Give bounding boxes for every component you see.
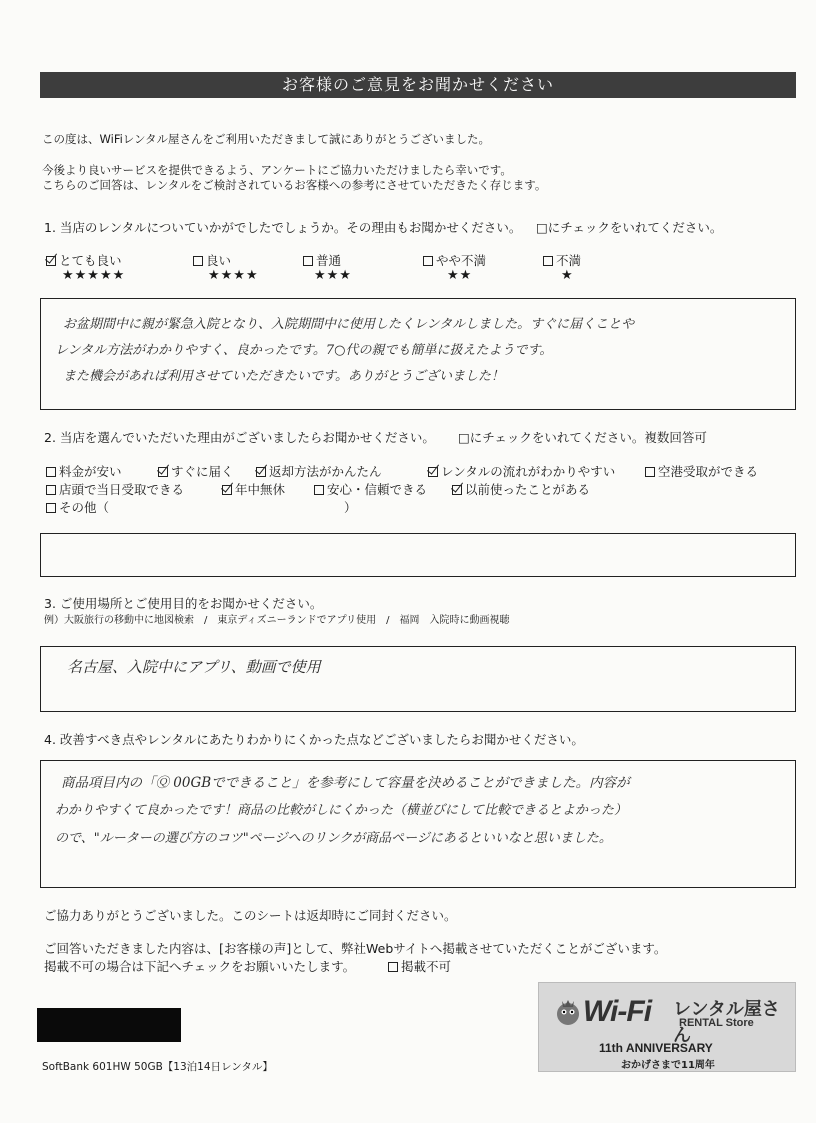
brand-logo (538, 982, 796, 1072)
q1-answer-line-1: お盆期間中に親が緊急入院となり、入院期間中に使用したくレンタルしました。すぐに届くことや (63, 317, 635, 332)
logo-brand: Wi-Fi (583, 995, 652, 1028)
q1-option-label: やや不満 (436, 253, 487, 268)
q2-checkbox[interactable] (46, 467, 56, 477)
q2-option-label: すぐに届く (171, 464, 234, 479)
q2-checkbox[interactable] (222, 485, 232, 495)
q1-option-label: とても良い (59, 253, 122, 268)
rental-info: SoftBank 601HW 50GB【13泊14日レンタル】 (42, 1061, 273, 1073)
redacted-name-block (37, 1008, 181, 1042)
question-4: 4. 改善すべき点やレンタルにあたりわかりにくかった点などございましたらお聞かせください。 (44, 732, 584, 747)
publish-optout-label: 掲載不可 (401, 959, 452, 974)
q1-option-dissatisfied[interactable] (543, 253, 581, 269)
q1-stars-dissatisfied: ★ (561, 268, 574, 283)
question-2: 2. 当店を選んでいただいた理由がございましたらお聞かせください。 (44, 430, 435, 445)
q1-answer-box[interactable] (40, 298, 796, 410)
page-title: お客様のご意見をお聞かせください (40, 72, 796, 98)
q1-option-label: 普通 (316, 253, 342, 268)
q1-checkbox-normal[interactable] (303, 256, 313, 266)
q1-checkbox-dissatisfied[interactable] (543, 256, 553, 266)
footer-optout-instruction: 掲載不可の場合は下記へチェックをお願いいたします。 (44, 959, 356, 974)
q4-answer-line-1: 商品項目内の「Ⓠ 00GBでできること」を参考にして容量を決めることができました。内容が (61, 775, 630, 791)
q3-answer: 名古屋、入院中にアプリ、動画で使用 (67, 658, 321, 676)
q2-option-trustworthy[interactable] (314, 482, 427, 498)
q2-option-store-pickup[interactable] (46, 482, 184, 498)
logo-jp: レンタル屋さん (673, 999, 780, 1046)
q2-option-label: 年中無休 (235, 482, 286, 497)
q1-option-very-good[interactable] (46, 253, 122, 269)
footer-publish-notice: ご回答いただきました内容は、[お客様の声]として、弊社Webサイトへ掲載させていただくことがございます。 (44, 941, 667, 956)
q2-option-airport-pickup[interactable] (645, 464, 758, 480)
q1-stars-good: ★★★★ (208, 268, 259, 283)
q2-checkbox[interactable] (428, 467, 438, 477)
q2-checkbox[interactable] (645, 467, 655, 477)
q1-answer-line-3: また機会があれば利用させていただきたいです。ありがとうございました！ (63, 369, 504, 384)
q1-option-label: 良い (206, 253, 232, 268)
q2-option-open-all-year[interactable] (222, 482, 285, 498)
q1-checkbox-good[interactable] (193, 256, 203, 266)
footer-thanks: ご協力ありがとうございました。このシートは返却時にご同封ください。 (44, 908, 457, 923)
q1-option-label: 不満 (556, 253, 582, 268)
q1-checkbox-somewhat-dissatisfied[interactable] (423, 256, 433, 266)
q2-checkbox[interactable] (158, 467, 168, 477)
q2-option-label: 料金が安い (59, 464, 122, 479)
q2-checkbox[interactable] (46, 485, 56, 495)
q1-answer-line-2: レンタル方法がわかりやすく、良かったです。7○代の親でも簡単に扱えたようです。 (55, 343, 553, 358)
q2-option-label: 安心・信頼できる (327, 482, 428, 497)
logo-thanks: おかげさまで11周年 (621, 1060, 715, 1071)
logo-en: RENTAL Store (679, 1017, 754, 1029)
intro-line-3: こちらのご回答は、レンタルをご検討されているお客様への参考にさせていただきたく存じます。 (42, 178, 547, 192)
q1-stars-very-good: ★★★★★ (62, 268, 126, 283)
q2-option-label: レンタルの流れがわかりやすい (441, 464, 616, 479)
q2-option-label: 返却方法がかんたん (269, 464, 382, 479)
q4-answer-box[interactable] (40, 760, 796, 888)
publish-optout-checkbox[interactable] (388, 962, 398, 972)
q2-option-clear-flow[interactable] (428, 464, 615, 480)
q2-option-label: その他（ (59, 500, 110, 515)
q2-option-cheap[interactable] (46, 464, 122, 480)
q1-option-good[interactable] (193, 253, 231, 269)
q2-option-used-before[interactable] (452, 482, 590, 498)
question-1-note: □にチェックをいれてください。 (536, 220, 723, 235)
q2-checkbox[interactable] (256, 467, 266, 477)
q2-other-close: ） (344, 500, 357, 515)
question-1: 1. 当店のレンタルについていかがでしたでしょうか。その理由もお聞かせください。 (44, 220, 522, 235)
q1-stars-somewhat-dissatisfied: ★★ (447, 268, 473, 283)
q4-answer-line-3: ので、"ルーターの選び方のコツ"ページへのリンクが商品ページにあるといいなと思いました。 (55, 831, 612, 846)
intro-line-1: この度は、WiFiレンタル屋さんをご利用いただきまして誠にありがとうございました。 (42, 132, 491, 146)
publish-optout-option[interactable] (388, 959, 451, 975)
q2-option-fast-delivery[interactable] (158, 464, 234, 480)
q2-checkbox[interactable] (314, 485, 324, 495)
q2-option-label: 店頭で当日受取できる (59, 482, 185, 497)
question-3-example: 例）大阪旅行の移動中に地図検索 / 東京ディズニーランドでアプリ使用 / 福岡 入院時に動画視聴 (44, 615, 510, 626)
mascot-icon (553, 997, 583, 1027)
question-2-note: □にチェックをいれてください。複数回答可 (458, 430, 707, 445)
q2-checkbox[interactable] (46, 503, 56, 513)
q4-answer-line-2: わかりやすくて良かったです！商品の比較がしにくかった（横並びにして比較できるとよかった） (55, 803, 628, 818)
q2-option-label: 空港受取ができる (658, 464, 759, 479)
q1-option-somewhat-dissatisfied[interactable] (423, 253, 486, 269)
q1-option-normal[interactable] (303, 253, 341, 269)
q3-answer-box[interactable] (40, 646, 796, 712)
logo-anniversary: 11th ANNIVERSARY (599, 1041, 713, 1055)
q2-option-label: 以前使ったことがある (465, 482, 591, 497)
q2-option-other[interactable] (46, 500, 109, 516)
q2-option-easy-return[interactable] (256, 464, 382, 480)
q2-checkbox[interactable] (452, 485, 462, 495)
question-3: 3. ご使用場所とご使用目的をお聞かせください。 (44, 596, 323, 611)
q2-answer-box[interactable] (40, 533, 796, 577)
intro-line-2: 今後より良いサービスを提供できるよう、アンケートにご協力いただけましたら幸いです。 (42, 163, 512, 177)
q1-checkbox-very-good[interactable] (46, 256, 56, 266)
q1-stars-normal: ★★★ (314, 268, 352, 283)
